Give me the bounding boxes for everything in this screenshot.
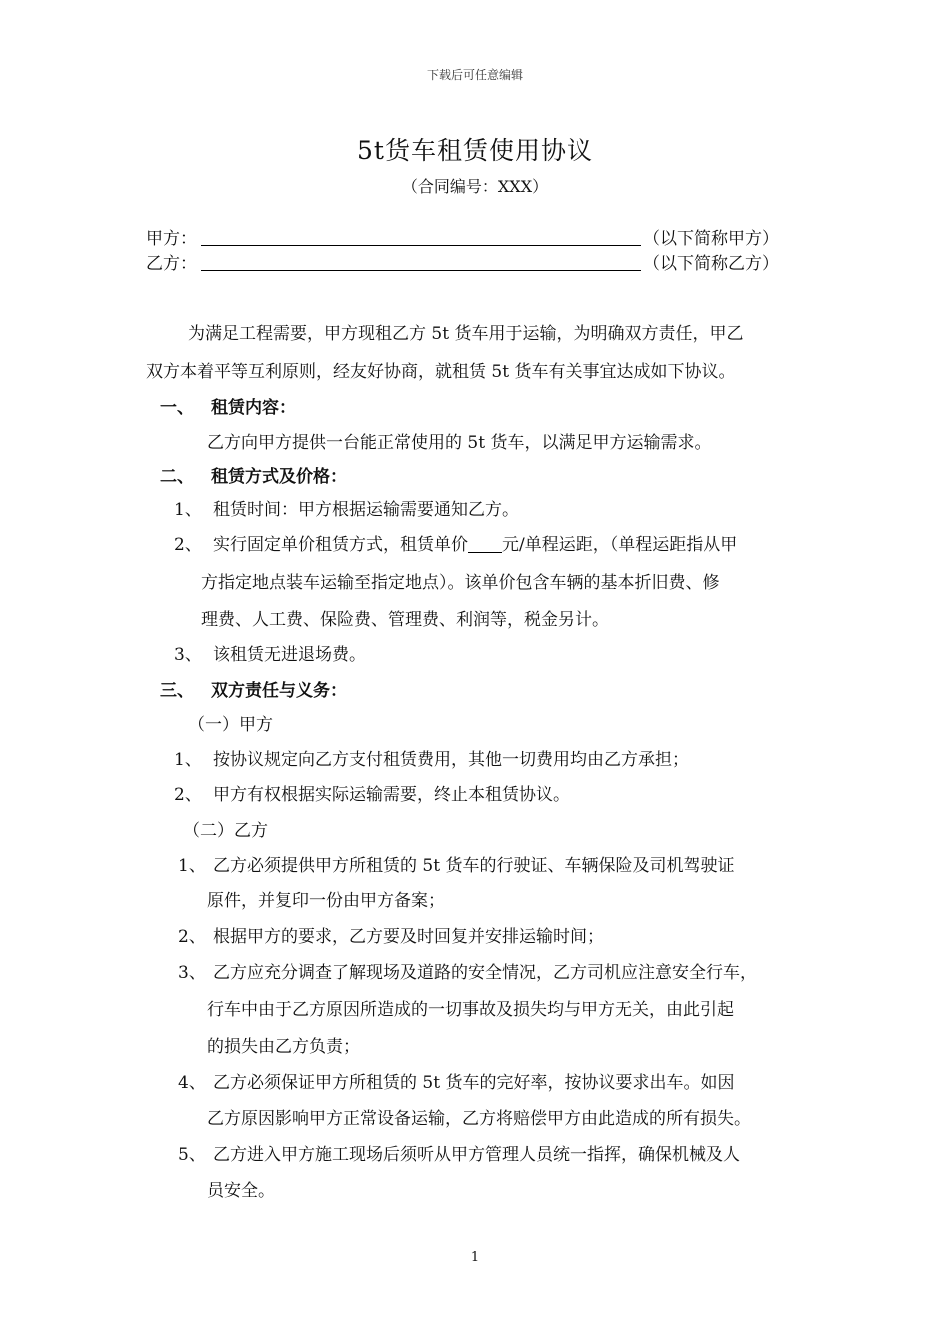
s2-item-1-text: 租赁时间：甲方根据运输需要通知乙方。 <box>213 500 519 520</box>
s3-a-item-1-text: 按协议规定向乙方支付租赁费用，其他一切费用均由乙方承担； <box>213 750 689 770</box>
s3-b-item-3-line-1: 乙方应充分调查了解现场及道路的安全情况，乙方司机应注意安全行车， <box>213 963 757 983</box>
party-b-suffix: （以下简称乙方） <box>643 254 779 274</box>
party-a-subheading: （一）甲方 <box>188 715 273 735</box>
document-title: 5t货车租赁使用协议 <box>357 136 593 165</box>
party-b-subheading: （二）乙方 <box>183 821 268 841</box>
party-b-blank <box>201 254 641 271</box>
party-a-row <box>146 224 779 249</box>
unit-price-blank <box>468 536 502 553</box>
section-2-title: 租赁方式及价格： <box>211 467 347 487</box>
s3-b-item-3-line-2: 行车中由于乙方原因所造成的一切事故及损失均与甲方无关，由此引起 <box>207 1000 734 1020</box>
s3-b-item-3-line-3: 的损失由乙方负责； <box>207 1037 360 1057</box>
s3-b-item-4-line-2: 乙方原因影响甲方正常设备运输，乙方将赔偿甲方由此造成的所有损失。 <box>207 1109 751 1129</box>
s2-item-1-number: 1、 <box>174 500 202 520</box>
s3-a-item-1-number: 1、 <box>174 750 202 770</box>
contract-number: （合同编号：XXX） <box>401 177 549 196</box>
s2-item-2-text-before: 实行固定单价租赁方式，租赁单价 <box>213 535 468 555</box>
s3-b-item-2-number: 2、 <box>178 927 206 947</box>
s2-item-3-number: 3、 <box>174 645 202 665</box>
page-header: 下载后可任意编辑 <box>426 68 523 82</box>
s2-item-2-line-3: 理费、人工费、保险费、管理费、利润等，税金另计。 <box>201 610 609 630</box>
s3-b-item-3-number: 3、 <box>178 963 206 983</box>
s3-b-item-5-number: 5、 <box>178 1145 206 1165</box>
party-b-label: 乙方： <box>146 254 197 274</box>
page-number: 1 <box>470 1250 480 1265</box>
s3-b-item-1-line-1: 乙方必须提供甲方所租赁的 5t 货车的行驶证、车辆保险及司机驾驶证 <box>213 856 735 876</box>
party-a-label: 甲方： <box>146 229 197 249</box>
s3-b-item-1-line-2: 原件，并复印一份由甲方备案； <box>207 891 445 911</box>
s3-a-item-2-number: 2、 <box>174 785 202 805</box>
section-1-number: 一、 <box>160 398 194 418</box>
intro-line-1: 为满足工程需要，甲方现租乙方 5t 货车用于运输，为明确双方责任，甲乙 <box>188 324 744 344</box>
s2-item-3-text: 该租赁无进退场费。 <box>213 645 366 665</box>
intro-line-2: 双方本着平等互利原则，经友好协商，就租赁 5t 货车有关事宜达成如下协议。 <box>146 362 736 382</box>
s3-b-item-5-line-2: 员安全。 <box>207 1181 275 1201</box>
section-3-number: 三、 <box>160 681 194 701</box>
s3-b-item-5-line-1: 乙方进入甲方施工现场后须听从甲方管理人员统一指挥，确保机械及人 <box>213 1145 740 1165</box>
s3-a-item-2-text: 甲方有权根据实际运输需要，终止本租赁协议。 <box>213 785 570 805</box>
s3-b-item-2-line-1: 根据甲方的要求，乙方要及时回复并安排运输时间； <box>213 927 604 947</box>
section-1-text: 乙方向甲方提供一台能正常使用的 5t 货车，以满足甲方运输需求。 <box>207 433 712 453</box>
section-1-title: 租赁内容： <box>211 398 296 418</box>
s2-item-2-line-1 <box>213 530 737 555</box>
section-2-number: 二、 <box>160 467 194 487</box>
party-a-suffix: （以下简称甲方） <box>643 229 779 249</box>
s2-item-2-number: 2、 <box>174 535 202 555</box>
s3-b-item-1-number: 1、 <box>178 856 206 876</box>
s2-item-2-text-after: 元/单程运距，（单程运距指从甲 <box>502 535 738 555</box>
s3-b-item-4-number: 4、 <box>178 1073 206 1093</box>
section-3-title: 双方责任与义务： <box>211 681 347 701</box>
party-b-row <box>146 249 779 274</box>
party-a-blank <box>201 229 641 246</box>
s2-item-2-line-2: 方指定地点装车运输至指定地点）。该单价包含车辆的基本折旧费、修 <box>201 573 720 593</box>
s3-b-item-4-line-1: 乙方必须保证甲方所租赁的 5t 货车的完好率，按协议要求出车。如因 <box>213 1073 735 1093</box>
